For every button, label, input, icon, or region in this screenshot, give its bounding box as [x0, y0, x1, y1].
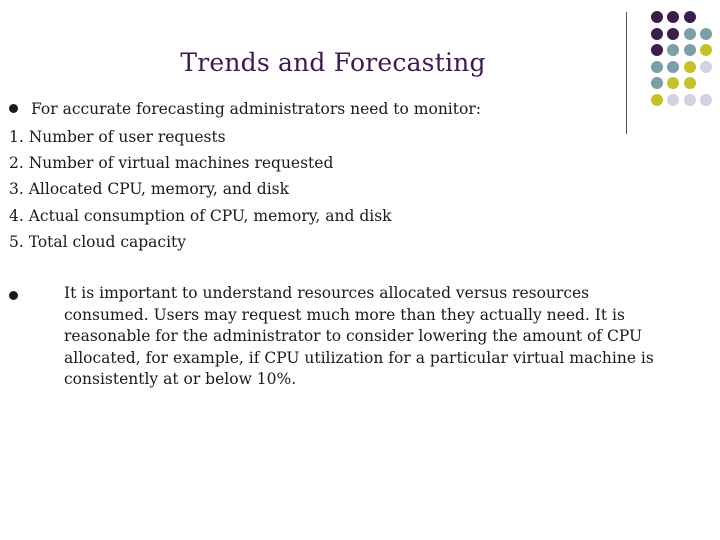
list-item: 4. Actual consumption of CPU, memory, and disk: [9, 206, 392, 225]
decorative-dot: [667, 28, 679, 40]
decorative-dot: [667, 61, 679, 73]
list-item: 2. Number of virtual machines requested: [9, 154, 334, 173]
list-item: 5. Total cloud capacity: [9, 232, 187, 251]
decorative-dot: [700, 94, 712, 106]
monitor-list: [9, 124, 392, 255]
decorative-dot: [684, 11, 696, 23]
decorative-dot: [651, 94, 663, 106]
decorative-dot: [651, 11, 663, 23]
decorative-dot: [684, 61, 696, 73]
decorative-dot: [684, 28, 696, 40]
bullet-icon: [9, 291, 18, 300]
decorative-dot: [700, 61, 712, 73]
decorative-dot: [667, 94, 679, 106]
list-item: 1. Number of user requests: [9, 128, 226, 146]
intro-bullet: [9, 100, 481, 118]
decorative-dot: [700, 28, 712, 40]
paragraph-text: It is important to understand resources allocated versus resources consumed. Users may request much more than they actually need. It is reasonable for the administrator to consider lowering the amount of CPU allocated, for example, if CPU utilization for a particular virtual machine is consistently at or below 10%.: [64, 284, 654, 388]
decorative-dot: [667, 44, 679, 56]
decorative-dot: [684, 44, 696, 56]
resource-paragraph: [9, 283, 674, 391]
decorative-dot: [684, 77, 696, 89]
decorative-dot: [667, 11, 679, 23]
decorative-dot: [651, 77, 663, 89]
decorative-dot: [651, 28, 663, 40]
decorative-dot: [700, 44, 712, 56]
bullet-icon: [9, 104, 18, 113]
decorative-dot: [684, 94, 696, 106]
decorative-dot: [667, 77, 679, 89]
intro-text: For accurate forecasting administrators need to monitor:: [31, 100, 481, 118]
list-item: 3. Allocated CPU, memory, and disk: [9, 180, 289, 199]
slide-title: Trends and Forecasting: [180, 48, 486, 77]
